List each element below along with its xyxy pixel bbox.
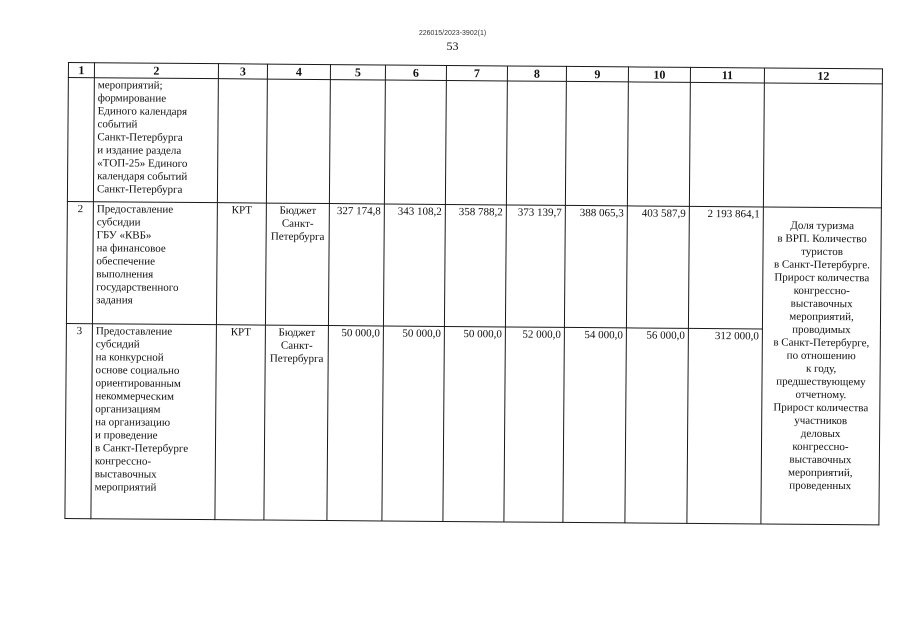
column-header: 4 xyxy=(267,64,330,79)
value-cell xyxy=(565,81,628,205)
row-number: 3 xyxy=(65,323,93,518)
value-cell: 403 587,9 xyxy=(626,206,689,328)
value-cell xyxy=(384,80,446,204)
funding-source: Бюджет Санкт- Петербурга xyxy=(264,325,329,520)
total-cell: 2 193 864,1 xyxy=(688,206,763,329)
value-cell: 50 000,0 xyxy=(443,326,506,521)
value-cell: 388 065,3 xyxy=(564,205,627,327)
value-cell: 358 788,2 xyxy=(444,204,506,326)
activity-name: Предоставление субсидии ГБУ «КВБ» на финансовое обеспечение выполнения государственного задания xyxy=(92,202,217,325)
value-cell: 343 108,2 xyxy=(383,204,445,326)
table-row xyxy=(67,78,882,208)
column-header: 10 xyxy=(628,67,690,82)
total-cell xyxy=(689,82,764,207)
column-header: 2 xyxy=(94,63,218,79)
value-cell: 373 139,7 xyxy=(505,205,565,327)
value-cell: 50 000,0 xyxy=(327,326,384,521)
column-header: 8 xyxy=(507,66,566,81)
funding-source: Бюджет Санкт- Петербурга xyxy=(265,203,329,325)
value-cell xyxy=(445,80,507,204)
column-header: 1 xyxy=(68,63,94,78)
value-cell: 327 174,8 xyxy=(328,204,384,326)
column-header: 7 xyxy=(446,65,507,80)
value-cell: 50 000,0 xyxy=(382,326,445,521)
column-header: 9 xyxy=(566,66,628,81)
column-header: 11 xyxy=(690,67,764,83)
value-cell xyxy=(627,82,690,206)
row-number xyxy=(67,78,94,202)
executor-cell: КРТ xyxy=(216,203,266,325)
executor-cell: КРТ xyxy=(215,325,266,520)
indicators-cell: Доля туризма в ВРП. Количество туристов в Санкт-Петербурге. Прирост количества конгрессно- выставочных мероприятий, проводимых в Санкт-Петербурге, по отношению к году, предшествующему отчетному. Прирост количества участников деловых конгрессно- выставочных мероприятий, проведенных xyxy=(761,207,881,525)
document-id: 226015/2023-3902(1) xyxy=(418,30,487,37)
value-cell: 56 000,0 xyxy=(625,328,689,523)
row-number: 2 xyxy=(66,201,93,323)
value-cell: 54 000,0 xyxy=(563,327,627,522)
table-row xyxy=(66,201,881,329)
value-cell: 52 000,0 xyxy=(504,327,565,522)
program-table xyxy=(64,62,883,525)
executor-cell xyxy=(217,79,267,203)
value-cell xyxy=(329,80,385,204)
column-header: 3 xyxy=(218,64,267,79)
column-header: 12 xyxy=(764,68,882,84)
table-row xyxy=(65,323,881,524)
column-header: 5 xyxy=(330,65,385,80)
column-header: 6 xyxy=(385,65,446,80)
page-number: 53 xyxy=(446,39,459,53)
activity-name: Предоставление субсидий на конкурсной основе социально ориентированным некоммерческим организациям на организацию и проведение в Санкт-Петербурге конгрессно- выставочных мероприятий xyxy=(91,324,217,520)
indicators-cell-empty xyxy=(763,83,882,208)
activity-name: мероприятий; формирование Единого календаря событий Санкт-Петербурга и издание раздела «ТОП-25» Единого календаря событий Санкт-Петербурга xyxy=(93,78,218,203)
total-cell: 312 000,0 xyxy=(687,328,763,524)
funding-source xyxy=(266,79,330,203)
value-cell xyxy=(506,81,566,205)
